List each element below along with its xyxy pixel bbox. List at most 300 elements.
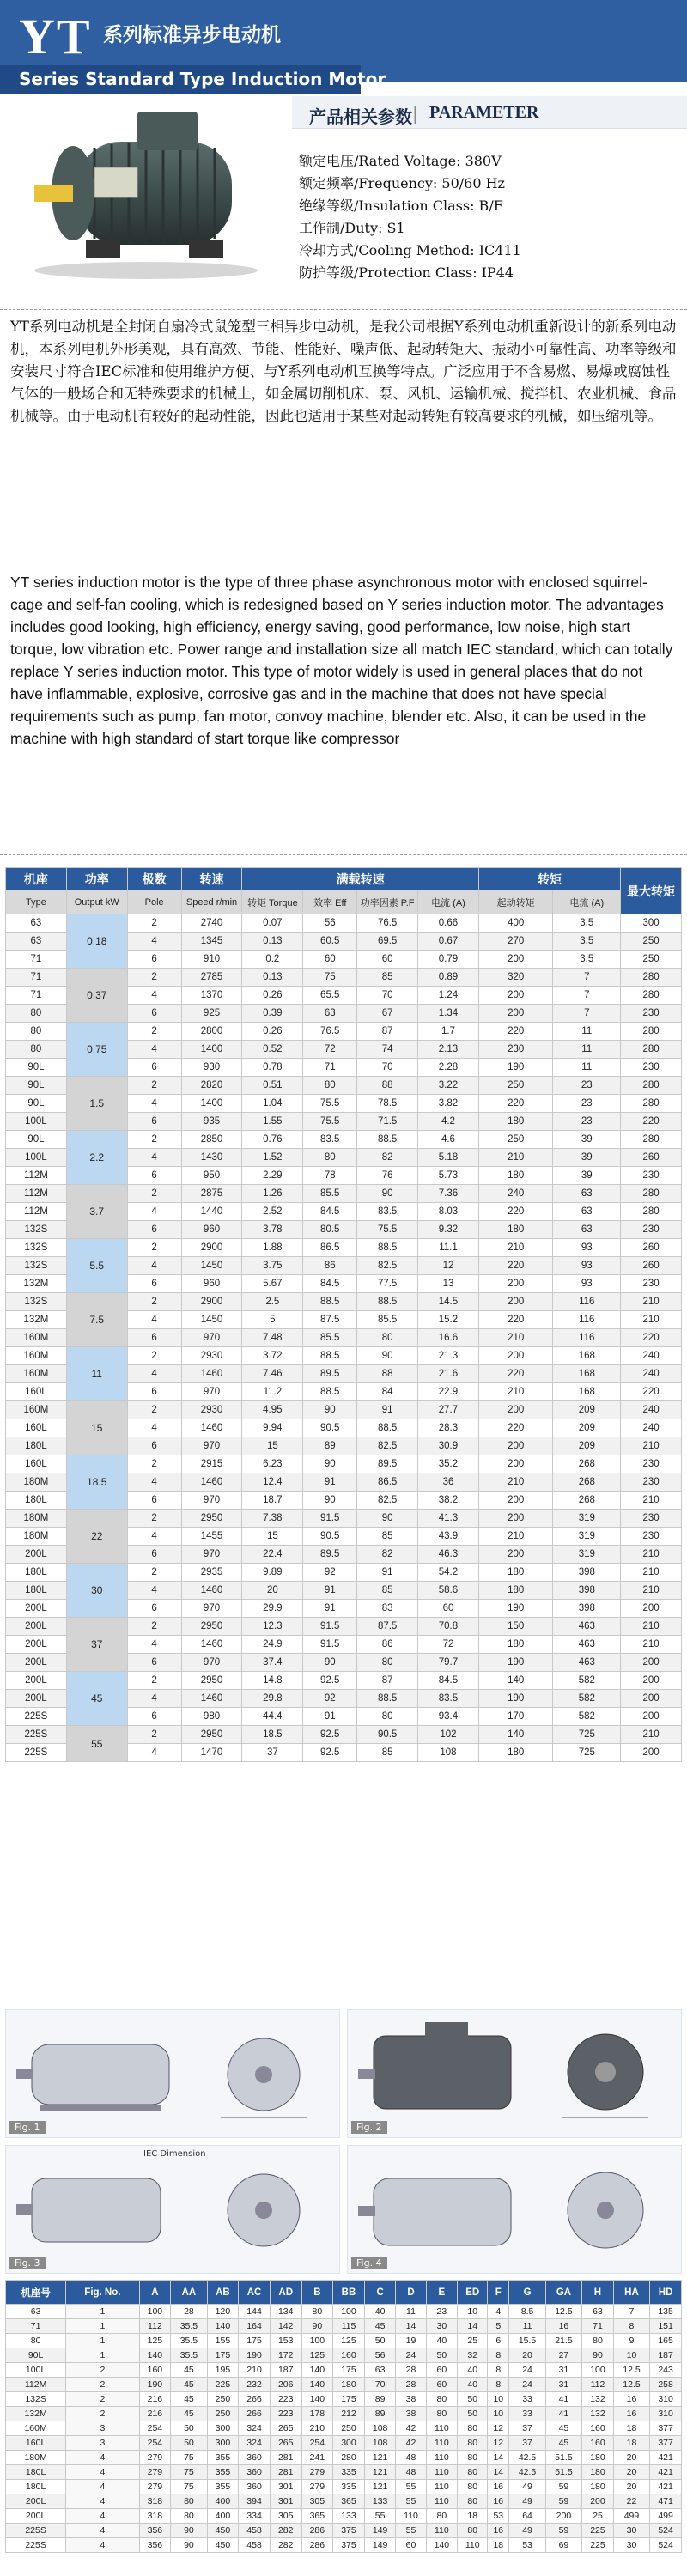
dim-cell: 12 [488,2436,509,2451]
cell-speed: 2820 [181,1077,242,1095]
cell-eff: 91.5 [303,1636,357,1654]
cell-torque: 15 [242,1528,303,1546]
dim-cell: 45 [545,2421,581,2436]
cell-speed: 1460 [181,1690,242,1708]
cell-torque: 4.95 [242,1401,303,1419]
cell-pole: 4 [127,1744,181,1762]
cell-speed: 1450 [181,1257,242,1275]
dim-cell: 180 [333,2378,365,2392]
cell-pf: 84 [357,1383,418,1401]
cell-eff: 90.5 [303,1528,357,1546]
cell-power: 18.5 [66,1455,127,1510]
cell-start-torque: 210 [478,1149,553,1167]
cell-current: 7.36 [418,1185,479,1203]
dim-cell: 266 [239,2392,271,2407]
cell-frame: 180L [6,1437,67,1455]
cell-pole: 6 [127,1059,181,1077]
dim-cell: 12.5 [613,2378,649,2392]
cell-eff: 88.5 [303,1383,357,1401]
cell-pole: 6 [127,1600,181,1618]
cell-eff: 84.5 [303,1203,357,1221]
dim-cell: 45 [171,2378,207,2392]
intro-chinese: YT系列电动机是全封闭自扇冷式鼠笼型三相异步电动机，是我公司根据Y系列电动机重新设计的新系列电动机，本系列电机外形美观，具有高效、节能、性能好、噪声低、起动转矩大、振动小可靠性高、功率等级和安装尺寸符合IEC标准和使用维护方便、与Y系列电动机互换等特点。广泛应用于不含易燃、易爆或腐蚀性气体的一般场合和无特殊要求的机械上，如金属切削机床、泵、风机、运输机械、搅拌机、农业机械、食品机械等。由于电动机有较好的起动性能，因此也适用于某些对起动转矩有较高要求的机械，如压缩机等。 [10,319,677,424]
cell-pf: 80 [357,1329,418,1347]
cell-pf: 77.5 [357,1275,418,1293]
dim-cell: 115 [333,2319,365,2334]
motor-drawing-icon [348,2010,683,2139]
dim-cell: 53 [509,2538,545,2553]
cell-pf: 76 [357,1167,418,1185]
cell-max-torque: 240 [621,1365,682,1383]
cell-pole: 6 [127,951,181,969]
cell-torque: 5 [242,1311,303,1329]
dim-cell: 10 [458,2305,488,2319]
cell-max-torque: 200 [621,1654,682,1672]
cell-current: 22.9 [418,1383,479,1401]
cell-pf: 82 [357,1546,418,1564]
dim-cell: 164 [239,2319,271,2334]
cell-pole: 6 [127,1113,181,1131]
cell-pf: 85 [357,1582,418,1600]
sub-current: 电流 (A) [418,890,479,914]
cell-power: 2.2 [66,1131,127,1185]
dim-cell: 16 [488,2480,509,2494]
dim-cell: 15.5 [509,2334,545,2348]
cell-pf: 78.5 [357,1095,418,1113]
dim-cell: 19 [396,2334,426,2348]
cell-frame: 132M [6,1311,67,1329]
table-row [6,2451,682,2465]
dim-cell: 14 [488,2451,509,2465]
dim-cell: 55 [396,2494,426,2509]
cell-pf: 88.5 [357,1293,418,1311]
cell-start-torque: 210 [478,1239,553,1257]
sub-start-current: 电流 (A) [553,890,621,914]
cell-frame: 100L [6,1113,67,1131]
cell-eff: 90 [303,1654,357,1672]
dim-cell: 110 [426,2436,458,2451]
dim-cell: 286 [301,2524,333,2538]
cell-current: 54.2 [418,1564,479,1582]
dim-cell: 100 [333,2305,365,2319]
cell-speed: 950 [181,1167,242,1185]
figure-4-label: Fig. 4 [351,2257,387,2269]
dim-cell: 279 [139,2465,171,2480]
cell-start-current: 23 [553,1113,621,1131]
dim-cell: 80 [426,2407,458,2421]
cell-max-torque: 260 [621,1257,682,1275]
cell-frame: 225S [6,1726,67,1744]
cell-power: 45 [66,1672,127,1726]
dim-cell: 133 [364,2494,396,2509]
cell-pole: 4 [127,1473,181,1492]
dim-cell: 360 [239,2465,271,2480]
cell-pf: 67 [357,1005,418,1023]
cell-max-torque: 230 [621,1473,682,1492]
cell-power: 7.5 [66,1293,127,1347]
cell-frame: 160M [6,1347,67,1365]
table-row [6,1185,682,1203]
cell-frame: 90L [6,1077,67,1095]
cell-power: 55 [66,1726,127,1762]
cell-start-current: 39 [553,1131,621,1149]
cell-eff: 89.5 [303,1546,357,1564]
dim-cell: 8 [488,2378,509,2392]
cell-fig-no: 3 [66,2421,139,2436]
cell-torque: 44.4 [242,1708,303,1726]
cell-torque: 0.39 [242,1005,303,1023]
dim-header-cell: A [139,2281,171,2305]
cell-speed: 970 [181,1383,242,1401]
dim-cell: 100 [582,2363,614,2378]
motor-drawing-icon [348,2146,683,2275]
cell-frame: 90L [6,1095,67,1113]
cell-power: 15 [66,1401,127,1455]
dim-cell: 18 [613,2436,649,2451]
cell-start-torque: 140 [478,1672,553,1690]
cell-eff: 90 [303,1401,357,1419]
cell-current: 15.2 [418,1311,479,1329]
cell-start-current: 3.5 [553,914,621,933]
cell-max-torque: 280 [621,1185,682,1203]
cell-start-torque: 250 [478,1077,553,1095]
cell-start-current: 319 [553,1546,621,1564]
cell-pf: 87 [357,1023,418,1041]
cell-pf: 90 [357,1347,418,1365]
dim-cell: 190 [239,2348,271,2363]
dim-cell: 80 [301,2305,333,2319]
dim-cell: 23 [426,2305,458,2319]
dim-cell: 365 [333,2494,365,2509]
cell-speed: 1430 [181,1149,242,1167]
dim-header-cell: E [426,2281,458,2305]
dim-cell: 160 [139,2363,171,2378]
cell-max-torque: 260 [621,1239,682,1257]
cell-speed: 970 [181,1600,242,1618]
cell-start-current: 398 [553,1600,621,1618]
dim-header-cell: H [582,2281,614,2305]
col-frame: 机座 [6,868,67,890]
cell-torque: 0.52 [242,1041,303,1059]
dim-cell: 360 [239,2451,271,2465]
cell-current: 3.82 [418,1095,479,1113]
dim-cell: 160L [6,2436,66,2451]
dim-cell: 42 [396,2421,426,2436]
table-row [6,2436,682,2451]
dim-cell: 375 [333,2538,365,2553]
dim-cell: 108 [364,2421,396,2436]
dim-cell: 45 [171,2363,207,2378]
cell-start-current: 168 [553,1365,621,1383]
table-row [6,1510,682,1528]
cell-frame: 160L [6,1455,67,1473]
cell-speed: 1460 [181,1365,242,1383]
cell-frame: 160M [6,1365,67,1383]
cell-eff: 92.5 [303,1672,357,1690]
table-row [6,969,682,987]
cell-current: 79.7 [418,1654,479,1672]
dim-cell: 355 [207,2451,239,2465]
dim-cell: 55 [364,2509,396,2524]
cell-current: 41.3 [418,1510,479,1528]
dim-cell: 48 [396,2451,426,2465]
dim-cell: 265 [270,2421,301,2436]
dim-header-cell: 机座号 [6,2281,66,2305]
cell-pf: 83 [357,1600,418,1618]
dim-cell: 216 [139,2407,171,2421]
cell-max-torque: 280 [621,1023,682,1041]
cell-pf: 85 [357,969,418,987]
cell-eff: 92.5 [303,1744,357,1762]
cell-start-torque: 400 [478,914,553,933]
dim-cell: 223 [270,2392,301,2407]
cell-current: 43.9 [418,1528,479,1546]
dim-cell: 200L [6,2494,66,2509]
dim-cell: 80 [458,2451,488,2465]
dim-cell: 27 [545,2348,581,2363]
divider [0,854,687,855]
cell-pole: 2 [127,1023,181,1041]
cell-speed: 1460 [181,1419,242,1437]
dim-cell: 190 [139,2378,171,2392]
cell-pole: 4 [127,1690,181,1708]
cell-frame: 200L [6,1654,67,1672]
cell-torque: 12.3 [242,1618,303,1636]
cell-fig-no: 2 [66,2363,139,2378]
dim-header-cell: G [509,2281,545,2305]
dim-cell: 49 [509,2480,545,2494]
cell-start-current: 116 [553,1311,621,1329]
cell-start-torque: 200 [478,951,553,969]
cell-torque: 29.8 [242,1690,303,1708]
cell-pole: 6 [127,1654,181,1672]
dim-cell: 175 [333,2392,365,2407]
cell-start-torque: 200 [478,987,553,1005]
cell-torque: 1.04 [242,1095,303,1113]
dim-cell: 206 [270,2378,301,2392]
dim-cell: 175 [239,2334,271,2348]
dim-cell: 250 [207,2407,239,2421]
cell-frame: 63 [6,933,67,951]
dim-cell: 232 [239,2378,271,2392]
cell-speed: 2900 [181,1293,242,1311]
cell-frame: 132S [6,1293,67,1311]
cell-eff: 80.5 [303,1221,357,1239]
dim-cell: 334 [239,2509,271,2524]
dim-cell: 144 [239,2305,271,2319]
cell-pole: 6 [127,1329,181,1347]
cell-start-current: 93 [553,1257,621,1275]
dim-cell: 400 [207,2494,239,2509]
dim-cell: 225S [6,2538,66,2553]
col-speed: 转速 [181,868,242,890]
cell-eff: 92 [303,1690,357,1708]
cell-max-torque: 280 [621,1041,682,1059]
cell-eff: 91 [303,1582,357,1600]
dim-cell: 89 [364,2392,396,2407]
dim-cell: 51.5 [545,2465,581,2480]
dim-cell: 356 [139,2538,171,2553]
cell-torque: 9.94 [242,1419,303,1437]
dim-cell: 25 [582,2509,614,2524]
dim-cell: 59 [545,2480,581,2494]
dim-cell: 10 [488,2407,509,2421]
iec-dimension-label: IEC Dimension [143,2149,206,2159]
cell-max-torque: 200 [621,1600,682,1618]
cell-start-current: 11 [553,1023,621,1041]
dim-cell: 335 [333,2480,365,2494]
dim-cell: 225S [6,2524,66,2538]
cell-start-torque: 180 [478,1582,553,1600]
dim-cell: 7 [613,2305,649,2319]
cell-frame: 90L [6,1131,67,1149]
cell-start-current: 63 [553,1203,621,1221]
dim-cell: 254 [301,2436,333,2451]
dim-cell: 28 [396,2378,426,2392]
cell-start-current: 116 [553,1329,621,1347]
dim-cell: 279 [139,2451,171,2465]
dim-cell: 42.5 [509,2451,545,2465]
cell-current: 8.03 [418,1203,479,1221]
dim-cell: 50 [458,2392,488,2407]
dim-cell: 250 [333,2421,365,2436]
dim-cell: 282 [270,2524,301,2538]
dimension-table-header [6,2281,682,2305]
table-row [6,2305,682,2319]
param-duty: 工作制/Duty: S1 [299,220,405,236]
cell-torque: 6.23 [242,1455,303,1473]
cell-max-torque: 210 [621,1582,682,1600]
dim-cell: 180 [582,2451,614,2465]
cell-frame: 80 [6,1041,67,1059]
cell-power: 11 [66,1347,127,1401]
cell-fig-no: 1 [66,2319,139,2334]
dim-cell: 80 [582,2334,614,2348]
cell-speed: 2915 [181,1455,242,1473]
dim-cell: 40 [426,2334,458,2348]
cell-eff: 60 [303,951,357,969]
dim-header-cell: ED [458,2281,488,2305]
dim-cell: 9 [613,2334,649,2348]
cell-eff: 90 [303,1455,357,1473]
dim-cell: 282 [270,2538,301,2553]
cell-pole: 2 [127,1131,181,1149]
cell-max-torque: 210 [621,1564,682,1582]
cell-eff: 91.5 [303,1510,357,1528]
cell-torque: 20 [242,1582,303,1600]
heading-divider: | [412,103,419,124]
cell-fig-no: 4 [66,2509,139,2524]
cell-start-torque: 150 [478,1618,553,1636]
dim-cell: 14 [488,2465,509,2480]
param-frequency: 额定频率/Frequency: 50/60 Hz [299,175,505,191]
cell-eff: 84.5 [303,1275,357,1293]
cell-pole: 6 [127,1708,181,1726]
cell-eff: 92.5 [303,1726,357,1744]
cell-current: 16.6 [418,1329,479,1347]
dim-cell: 8 [488,2363,509,2378]
cell-power: 0.18 [66,914,127,969]
cell-frame: 180M [6,1510,67,1528]
cell-current: 1.24 [418,987,479,1005]
cell-max-torque: 210 [621,1726,682,1744]
cell-eff: 78 [303,1167,357,1185]
dim-cell: 499 [613,2509,649,2524]
cell-speed: 970 [181,1492,242,1510]
dim-cell: 75 [171,2480,207,2494]
cell-speed: 930 [181,1059,242,1077]
cell-frame: 160M [6,1329,67,1347]
dim-cell: 37 [509,2421,545,2436]
cell-pf: 70 [357,1059,418,1077]
cell-start-torque: 210 [478,1528,553,1546]
dim-cell: 42.5 [509,2465,545,2480]
dim-cell: 132S [6,2392,66,2407]
dim-cell: 471 [650,2494,682,2509]
dim-cell: 60 [396,2538,426,2553]
dim-cell: 112 [139,2319,171,2334]
dim-cell: 133 [333,2509,365,2524]
dim-cell: 365 [301,2509,333,2524]
cell-start-torque: 180 [478,1167,553,1185]
cell-fig-no: 4 [66,2538,139,2553]
cell-eff: 89 [303,1437,357,1455]
cell-start-torque: 140 [478,1726,553,1744]
dim-cell: 160M [6,2421,66,2436]
table-row [6,1672,682,1690]
cell-current: 2.28 [418,1059,479,1077]
cell-max-torque: 240 [621,1347,682,1365]
cell-pf: 88.5 [357,1690,418,1708]
cell-current: 5.73 [418,1167,479,1185]
cell-start-current: 3.5 [553,951,621,969]
dim-cell: 160 [582,2436,614,2451]
dim-cell: 80 [426,2509,458,2524]
table-row [6,2319,682,2334]
cell-pf: 88 [357,1077,418,1095]
dim-cell: 458 [239,2524,271,2538]
dim-cell: 110 [426,2451,458,2465]
cell-start-current: 3.5 [553,933,621,951]
cell-pole: 4 [127,1149,181,1167]
cell-eff: 86 [303,1257,357,1275]
cell-start-current: 63 [553,1185,621,1203]
dim-cell: 4 [488,2305,509,2319]
cell-pf: 69.5 [357,933,418,951]
dim-cell: 64 [509,2509,545,2524]
cell-pole: 4 [127,1365,181,1383]
dim-cell: 356 [139,2524,171,2538]
title-english: Series Standard Type Induction Motor [19,69,386,89]
table-row [6,2407,682,2421]
col-power: 功率 [66,868,127,890]
parameter-heading-en: PARAMETER [429,103,539,122]
cell-speed: 1400 [181,1095,242,1113]
dim-cell: 24 [509,2363,545,2378]
cell-frame: 160M [6,1401,67,1419]
cell-frame: 180L [6,1564,67,1582]
dim-cell: 56 [364,2348,396,2363]
dim-cell: 335 [333,2465,365,2480]
cell-speed: 2740 [181,914,242,933]
cell-fig-no: 3 [66,2436,139,2451]
cell-eff: 72 [303,1041,357,1059]
cell-speed: 1460 [181,1473,242,1492]
cell-frame: 200L [6,1600,67,1618]
cell-current: 36 [418,1473,479,1492]
dim-cell: 125 [301,2348,333,2363]
cell-max-torque: 210 [621,1546,682,1564]
